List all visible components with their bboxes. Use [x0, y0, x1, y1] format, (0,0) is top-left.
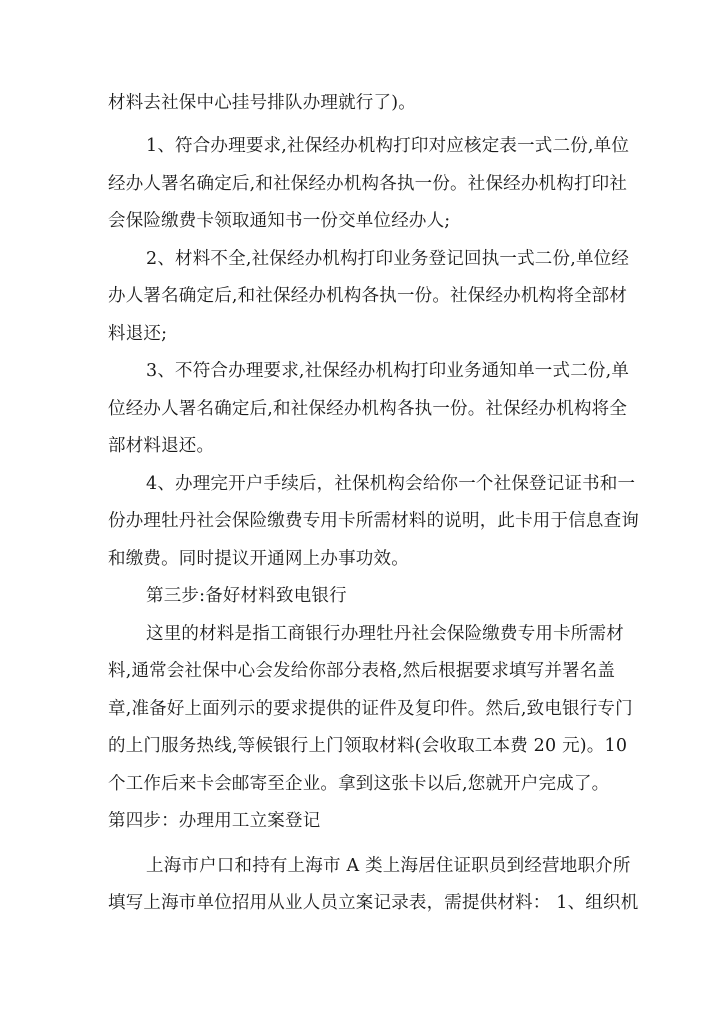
text-line: 办人署名确定后,和社保经办机构各执一份。社保经办机构将全部材	[108, 286, 628, 306]
text-line: 这里的材料是指工商银行办理牡丹社会保险缴费专用卡所需材	[146, 624, 624, 644]
text-line: 份办理牡丹社会保险缴费专用卡所需材料的说明，此卡用于信息查询	[108, 511, 639, 531]
text-line: 章,准备好上面列示的要求提供的证件及复印件。然后,致电银行专门	[108, 699, 633, 719]
text-line: 料退还;	[108, 324, 168, 344]
text-line: 2、材料不全,社保经办机构打印业务登记回执一式二份,单位经	[146, 249, 630, 269]
text-line: 填写上海市单位招用从业人员立案记录表，需提供材料： 1、组织机	[108, 893, 639, 913]
section-heading: 第四步：办理用工立案登记	[108, 811, 321, 831]
text-line: 位经办人署名确定后,和社保经办机构各执一份。社保经办机构将全	[108, 399, 628, 419]
text-line: 经办人署名确定后,和社保经办机构各执一份。社保经办机构打印社	[108, 174, 628, 194]
text-line: 1、符合办理要求,社保经办机构打印对应核定表一式二份,单位	[146, 136, 630, 156]
text-line: 材料去社保中心挂号排队办理就行了)。	[108, 93, 416, 113]
text-line: 料,通常会社保中心会发给你部分表格,然后根据要求填写并署名盖	[108, 661, 616, 681]
text-line: 的上门服务热线,等候银行上门领取材料(会收取工本费 20 元)。10	[108, 736, 628, 756]
text-line: 3、不符合办理要求,社保经办机构打印业务通知单一式二份,单	[146, 361, 630, 381]
text-line: 会保险缴费卡领取通知书一份交单位经办人;	[108, 211, 451, 231]
text-line: 个工作后来卡会邮寄至企业。拿到这张卡以后,您就开户完成了。	[108, 774, 610, 794]
text-line: 部材料退还。	[108, 436, 215, 456]
text-line: 4、办理完开户手续后，社保机构会给你一个社保登记证书和一	[146, 474, 636, 494]
text-line: 上海市户口和持有上海市 A 类上海居住证职员到经营地职介所	[146, 856, 631, 876]
text-line: 和缴费。同时提议开通网上办事功效。	[108, 549, 409, 569]
section-heading: 第三步:备好材料致电银行	[146, 586, 347, 606]
